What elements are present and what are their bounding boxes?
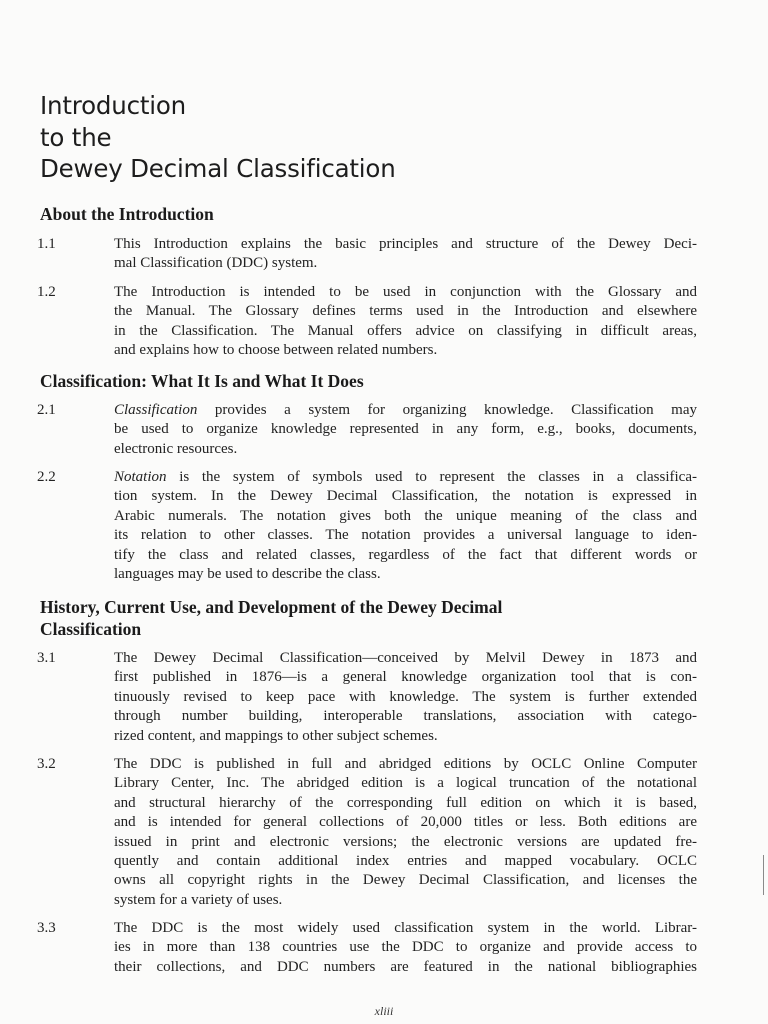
paragraph-number: 3.1 bbox=[37, 650, 56, 666]
text-line: first published in 1876—is a general knowledge organization tool that is con- bbox=[114, 669, 697, 686]
text-line: electronic resources. bbox=[114, 440, 238, 457]
text-line: and structural hierarchy of the corresponding full edition on which it is based, bbox=[114, 794, 697, 811]
text-line: their collections, and DDC numbers are featured in the national bibliographies bbox=[114, 958, 697, 975]
paragraph-number: 2.1 bbox=[37, 402, 56, 418]
text-line: mal Classification (DDC) system. bbox=[114, 255, 318, 272]
text-line: quently and contain additional index entries and mapped vocabulary. OCLC bbox=[114, 853, 697, 870]
section-heading-history bbox=[40, 596, 502, 640]
text-line: system for a variety of uses. bbox=[114, 891, 283, 908]
text-line: This Introduction explains the basic principles and structure of the Dewey Deci- bbox=[114, 236, 697, 252]
heading-line: History, Current Use, and Development of the Dewey Decimal bbox=[40, 597, 503, 617]
paragraph-text bbox=[114, 401, 697, 459]
paragraph-text bbox=[114, 755, 697, 910]
text-line: in the Classification. The Manual offers advice on classifying in difficult areas, bbox=[114, 322, 697, 339]
title-line: to the bbox=[40, 122, 112, 152]
text-line: languages may be used to describe the class. bbox=[114, 566, 381, 583]
page-number: xliii bbox=[374, 1004, 394, 1018]
text-line: Arabic numerals. The notation gives both the unique meaning of the class and bbox=[114, 507, 697, 524]
title-line: Introduction bbox=[40, 91, 186, 120]
defined-term: Classification bbox=[114, 402, 198, 418]
text-line bbox=[114, 401, 697, 420]
text-line: Library Center, Inc. The abridged edition is a logical truncation of the notational bbox=[114, 775, 697, 792]
text-line: ies in more than 138 countries use the DDC to organize and provide access to bbox=[114, 939, 697, 956]
scan-edge-mark bbox=[763, 855, 764, 895]
text-line: owns all copyright rights in the Dewey Decimal Classification, and licenses the bbox=[114, 872, 697, 889]
paragraph-text bbox=[114, 468, 697, 584]
heading-line: Classification bbox=[40, 619, 142, 639]
paragraph-number: 1.2 bbox=[37, 284, 56, 300]
text-line: the Manual. The Glossary defines terms used in the Introduction and elsewhere bbox=[114, 303, 697, 320]
paragraph-number: 1.1 bbox=[37, 236, 56, 252]
paragraph-number: 2.2 bbox=[37, 469, 56, 485]
paragraph-text bbox=[114, 919, 697, 977]
text-line: The Dewey Decimal Classification—conceived by Melvil Dewey in 1873 and bbox=[114, 650, 697, 666]
text-line: through number building, interoperable translations, association with catego- bbox=[114, 708, 697, 725]
text-line: tify the class and related classes, regardless of the fact that different words or bbox=[114, 546, 697, 563]
text-line: be used to organize knowledge represented in any form, e.g., books, documents, bbox=[114, 421, 697, 438]
section-heading-classification: Classification: What It Is and What It Does bbox=[40, 371, 364, 391]
text-line: issued in print and electronic versions; the electronic versions are updated fre- bbox=[114, 833, 697, 850]
text-line: The DDC is published in full and abridged editions by OCLC Online Computer bbox=[114, 756, 697, 772]
paragraph-text bbox=[114, 283, 697, 361]
text-fragment: provides a system for organizing knowledge. Classification may bbox=[197, 402, 697, 418]
text-line bbox=[114, 468, 697, 487]
paragraph-number: 3.2 bbox=[37, 756, 56, 772]
text-line: its relation to other classes. The notation provides a universal language to iden- bbox=[114, 527, 697, 544]
defined-term: Notation bbox=[114, 469, 167, 485]
paragraph-text bbox=[114, 235, 697, 274]
text-line: The Introduction is intended to be used in conjunction with the Glossary and bbox=[114, 284, 697, 300]
paragraph-number: 3.3 bbox=[37, 920, 56, 936]
section-heading-about: About the Introduction bbox=[40, 204, 214, 224]
text-line: tinuously revised to keep pace with knowledge. The system is further extended bbox=[114, 688, 697, 705]
title-line: Dewey Decimal Classification bbox=[40, 154, 396, 183]
text-line: rized content, and mappings to other subject schemes. bbox=[114, 727, 438, 744]
paragraph-text bbox=[114, 649, 697, 746]
text-line: and explains how to choose between related numbers. bbox=[114, 342, 438, 359]
text-line: tion system. In the Dewey Decimal Classification, the notation is expressed in bbox=[114, 488, 697, 505]
text-fragment: is the system of symbols used to represent the classes in a classifica- bbox=[166, 469, 697, 485]
page-title bbox=[40, 90, 396, 185]
text-line: and is intended for general collections of 20,000 titles or less. Both editions are bbox=[114, 814, 697, 831]
text-line: The DDC is the most widely used classification system in the world. Librar- bbox=[114, 920, 697, 936]
